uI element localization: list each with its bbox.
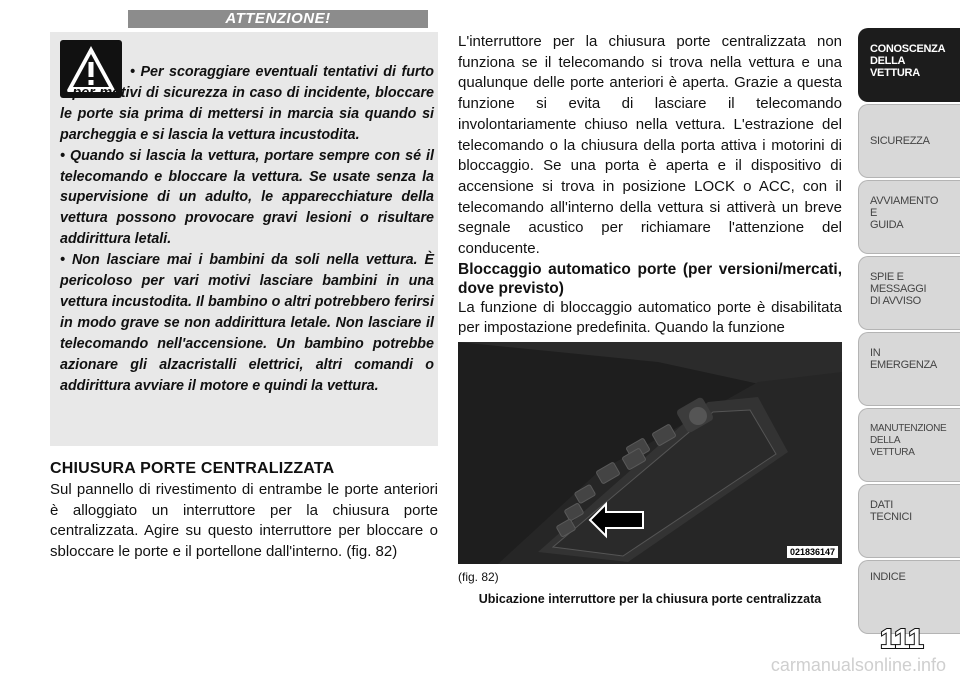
section-paragraph: Sul pannello di rivestimento di entrambe le porte anteriori è alloggiato un interruttore per la chiusura porte centralizzata. Agire su questo interruttore per bloccare o sbloccare le porte e il portellone dall'interno. (fig. 82) <box>50 481 438 560</box>
right-paragraph-1: L'interruttore per la chiusura porte centralizzata non funziona se il telecomando si trova nella vettura e una qualunque delle porte anteriori è aperta. Grazie a questa funzione si evita di lasciare il telecomando involontariamente chiuso nella vettura. L'estrazione del telecomando o la chiusura della porta attiva i motorini di bloccaggio. Se una porta è aperta e il dispositivo di accensione si trova in posizione LOCK o ACC, con il telecomando all'interno della vettura si attiverà un breve segnale acustico per richiamare l'attenzione del conducente. <box>458 33 842 258</box>
tab-sicurezza[interactable] <box>858 104 960 178</box>
tab-label: INDICE <box>870 571 906 583</box>
tab-label: SPIE E MESSAGGI DI AVVISO <box>870 271 927 307</box>
right-paragraph-2: La funzione di bloccaggio automatico porte è disabilitata per impostazione predefinita. Quando la funzione <box>458 298 842 337</box>
warning-header: ATTENZIONE! <box>128 10 428 28</box>
tab-conoscenza-della-vettura[interactable] <box>858 28 960 102</box>
subsection-heading: Bloccaggio automatico porte (per versioni/mercati, dove previsto) <box>458 260 842 297</box>
tab-label: CONOSCENZA DELLA VETTURA <box>870 43 946 79</box>
warning-paragraph-1: • Per scoraggiare eventuali tentativi di furto e per motivi di sicurezza in caso di incidente, bloccare le porte sia prima di mettersi in marcia sia quando si parcheggia e si lascia la vettura incustodita. <box>60 64 434 143</box>
door-switch-photo <box>458 342 842 564</box>
figure-label: (fig. 82) <box>458 570 499 584</box>
page-number: 111 <box>880 623 924 654</box>
warning-paragraph-3: • Non lasciare mai i bambini da soli nella vettura. È pericoloso per vari motivi lasciare bambini in una vettura incustodita. Il bambino o altri potrebbero ferirsi in modo grave se non addirittura letale. Non lasciare il telecomando nell'accensione. Un bambino potrebbe azionare gli alzacristalli elettrici, altri comandi o addirittura avviare il motore e quindi la vettura. <box>60 252 434 394</box>
tab-label: IN EMERGENZA <box>870 347 937 371</box>
watermark: carmanualsonline.info <box>770 655 946 675</box>
figure-caption: Ubicazione interruttore per la chiusura porte centralizzata <box>478 592 822 606</box>
tab-manutenzione-della-vettura[interactable] <box>858 408 960 482</box>
tab-dati-tecnici[interactable] <box>858 484 960 558</box>
tab-label: MANUTENZIONE DELLA VETTURA <box>870 423 947 458</box>
tab-label: DATI TECNICI <box>870 499 912 523</box>
figure-code: 021836147 <box>787 546 838 558</box>
warning-text <box>60 62 434 397</box>
warning-paragraph-2: • Quando si lascia la vettura, portare sempre con sé il telecomando e bloccare la vettura. Se usate senza la supervisione di un adulto, le apparecchiature della vettura possono provocare gravi lesioni o risultare addirittura letali. <box>60 147 434 248</box>
tab-avviamento-e-guida[interactable] <box>858 180 960 254</box>
section-heading: CHIUSURA PORTE CENTRALIZZATA <box>50 460 335 477</box>
tab-spie-e-messaggi[interactable] <box>858 256 960 330</box>
tab-label: AVVIAMENTO E GUIDA <box>870 195 939 231</box>
tab-label: SICUREZZA <box>870 135 930 147</box>
right-column-text <box>458 32 842 339</box>
tab-in-emergenza[interactable] <box>858 332 960 406</box>
section-body <box>50 480 438 562</box>
